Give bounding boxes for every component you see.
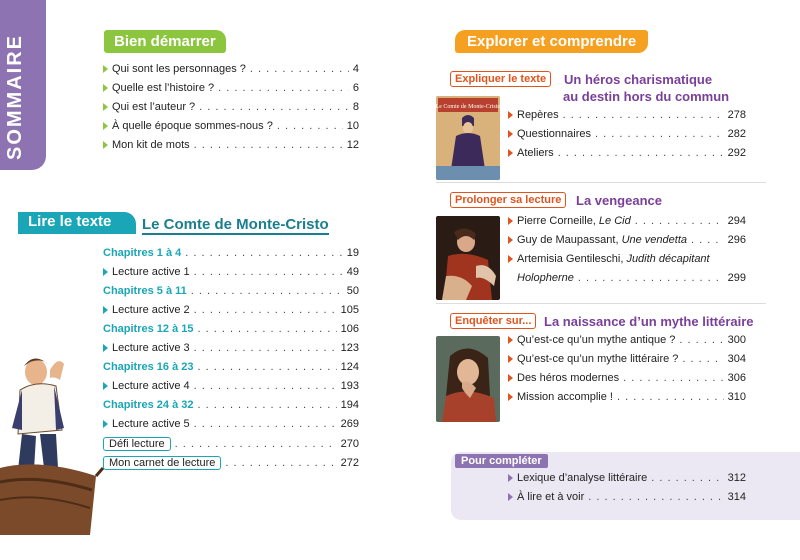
poster-image [436, 96, 500, 180]
toc-entry[interactable]: Lecture active 3 . . . 123 [103, 342, 359, 361]
toc-entry[interactable]: Questionnaires . . . 282 [508, 128, 746, 147]
toc-entry[interactable]: Lecture active 2 . . . 105 [103, 304, 359, 323]
chapter-entry[interactable]: Chapitres 16 à 23 . . . 124 [103, 361, 359, 380]
defi-entry[interactable]: Défi lecture . . . 270 [103, 437, 359, 456]
pour-completer-title: Pour compléter [455, 454, 548, 468]
toc-entry[interactable]: Des héros modernes . . . 306 [508, 372, 746, 391]
sommaire-tab [0, 0, 46, 170]
chapter-entry[interactable]: Chapitres 1 à 4 . . . 19 [103, 247, 359, 266]
carnet-entry[interactable]: Mon carnet de lecture . . . 272 [103, 456, 359, 475]
toc-entry[interactable]: Pierre Corneille, Le Cid . . . 294 [508, 215, 746, 234]
bien-demarrer-title: Bien démarrer [104, 30, 226, 53]
chapter-entry[interactable]: Chapitres 12 à 15 . . . 106 [103, 323, 359, 342]
lire-list [103, 247, 359, 475]
chapter-entry[interactable]: Chapitres 5 à 11 . . . 50 [103, 285, 359, 304]
prolonger-heading: La vengeance [576, 193, 662, 208]
expliquer-list [508, 109, 746, 166]
toc-entry[interactable]: À lire et à voir . . . 314 [508, 491, 746, 510]
toc-entry[interactable]: Lecture active 5 . . . 269 [103, 418, 359, 437]
explorer-title: Explorer et comprendre [455, 30, 648, 53]
book-title: Le Comte de Monte-Cristo [142, 216, 329, 233]
painting-image [436, 216, 500, 300]
chapter-entry[interactable]: Chapitres 24 à 32 . . . 194 [103, 399, 359, 418]
divider [436, 303, 766, 304]
toc-entry[interactable]: Mon kit de mots . . . 12 [103, 139, 359, 158]
svg-text:Le Comte de Monte-Cristo: Le Comte de Monte-Cristo [436, 104, 500, 110]
toc-entry[interactable]: Qui sont les personnages ? . . . 4 [103, 63, 359, 82]
toc-entry[interactable]: Qui est l’auteur ? . . . 8 [103, 101, 359, 120]
bien-demarrer-list [103, 63, 359, 158]
toc-entry[interactable]: Lecture active 4 . . . 193 [103, 380, 359, 399]
toc-entry[interactable]: Guy de Maupassant, Une vendetta . . . 296 [508, 234, 746, 253]
portrait-image [436, 336, 500, 422]
enqueter-tag: Enquêter sur... [450, 313, 536, 329]
expliquer-heading-1: Un héros charismatique [564, 72, 713, 87]
toc-entry[interactable]: Artemisia Gentileschi, Judith décapitant [508, 253, 746, 272]
toc-entry[interactable]: Ateliers . . . 292 [508, 147, 746, 166]
lire-title: Lire le texte [28, 213, 112, 230]
sailor-illustration [0, 350, 104, 535]
sommaire-label: SOMMAIRE [4, 34, 26, 160]
toc-entry[interactable]: À quelle époque sommes-nous ? . . . 10 [103, 120, 359, 139]
toc-entry[interactable]: Mission accomplie ! . . . 310 [508, 391, 746, 410]
enqueter-list [508, 334, 746, 410]
toc-entry[interactable]: Qu’est-ce qu’un mythe littéraire ? . . . 304 [508, 353, 746, 372]
divider [436, 182, 766, 183]
prolonger-tag: Prolonger sa lecture [450, 192, 566, 208]
toc-entry[interactable]: Qu’est-ce qu’un mythe antique ? . . . 300 [508, 334, 746, 353]
toc-entry[interactable]: Lexique d’analyse littéraire . . . 312 [508, 472, 746, 491]
toc-entry[interactable]: Quelle est l’histoire ? . . . 6 [103, 82, 359, 101]
toc-entry-continued[interactable]: Holopherne . . . 299 [508, 272, 746, 291]
toc-entry[interactable]: Lecture active 1 . . . 49 [103, 266, 359, 285]
expliquer-heading-2: au destin hors du commun [563, 89, 730, 104]
expliquer-tag: Expliquer le texte [450, 71, 551, 87]
prolonger-list [508, 215, 746, 291]
toc-entry[interactable]: Repères . . . 278 [508, 109, 746, 128]
enqueter-heading: La naissance d’un mythe littéraire [544, 314, 754, 329]
pour-completer-list [508, 472, 746, 510]
